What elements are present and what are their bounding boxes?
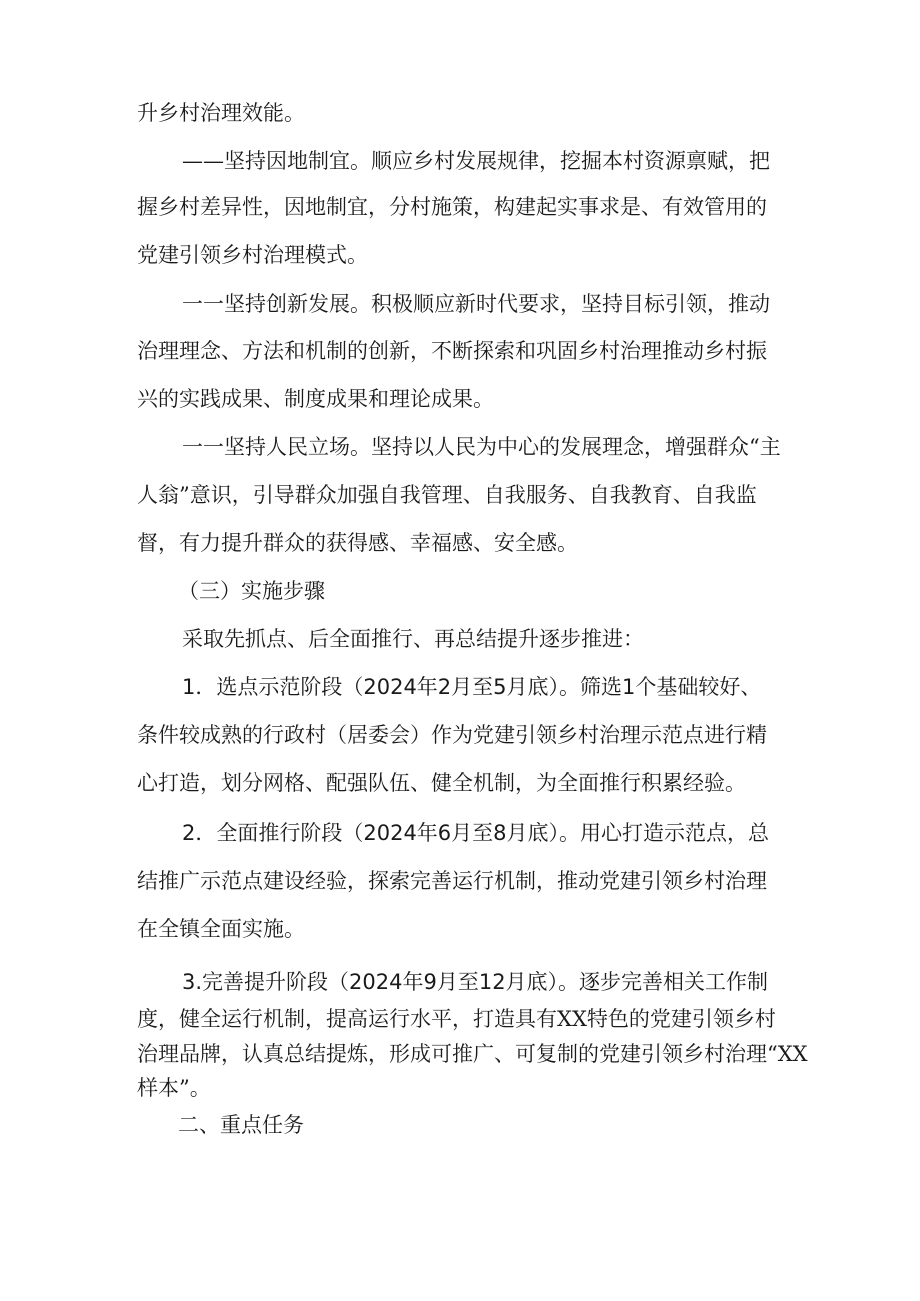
paragraph-line: ——坚持因地制宜。顺应乡村发展规律，挖掘本村资源禀赋，把 [182, 149, 770, 173]
paragraph-line: 督，有力提升群众的获得感、幸福感、安全感。 [137, 531, 578, 555]
paragraph-line: 握乡村差异性，因地制宜，分村施策，构建起实事求是、有效管用的 [137, 195, 767, 219]
paragraph-line: 治理理念、方法和机制的创新，不断探索和巩固乡村治理推动乡村振 [137, 339, 767, 363]
paragraph-line: 2．全面推行阶段（2024年6月至8月底）。用心打造示范点，总 [182, 821, 770, 845]
paragraph-line: 兴的实践成果、制度成果和理论成果。 [137, 387, 494, 411]
paragraph-line: 在全镇全面实施。 [137, 917, 305, 941]
section-heading: （三）实施步骤 [178, 579, 325, 603]
paragraph-line: 一一坚持人民立场。坚持以人民为中心的发展理念，增强群众“主 [182, 435, 781, 459]
paragraph-line: 人翁”意识，引导群众加强自我管理、自我服务、自我教育、自我监 [137, 483, 757, 507]
paragraph-line: 结推广示范点建设经验，探索完善运行机制，推动党建引领乡村治理 [137, 869, 767, 893]
paragraph-line: 条件较成熟的行政村（居委会）作为党建引领乡村治理示范点进行精 [137, 723, 767, 747]
paragraph-line: 一一坚持创新发展。积极顺应新时代要求，坚持目标引领，推动 [182, 292, 770, 316]
paragraph-line: 心打造，划分网格、配强队伍、健全机制，为全面推行积累经验。 [137, 771, 746, 795]
paragraph-line: 3.完善提升阶段（2024年9月至12月底）。逐步完善相关工作制 [182, 970, 769, 994]
paragraph-line: 样本”。 [137, 1076, 211, 1100]
paragraph-line: 党建引领乡村治理模式。 [137, 243, 368, 267]
paragraph-line: 升乡村治理效能。 [137, 101, 305, 125]
paragraph-line: 治理品牌，认真总结提炼，形成可推广、可复制的党建引领乡村治理“XX [137, 1042, 808, 1066]
paragraph-line: 采取先抓点、后全面推行、再总结提升逐步推进： [182, 627, 644, 651]
section-heading: 二、重点任务 [178, 1113, 304, 1137]
paragraph-line: 1．选点示范阶段（2024年2月至5月底）。筛选1个基础较好、 [182, 675, 762, 699]
paragraph-line: 度，健全运行机制，提高运行水平，打造具有XX特色的党建引领乡村 [137, 1007, 776, 1031]
